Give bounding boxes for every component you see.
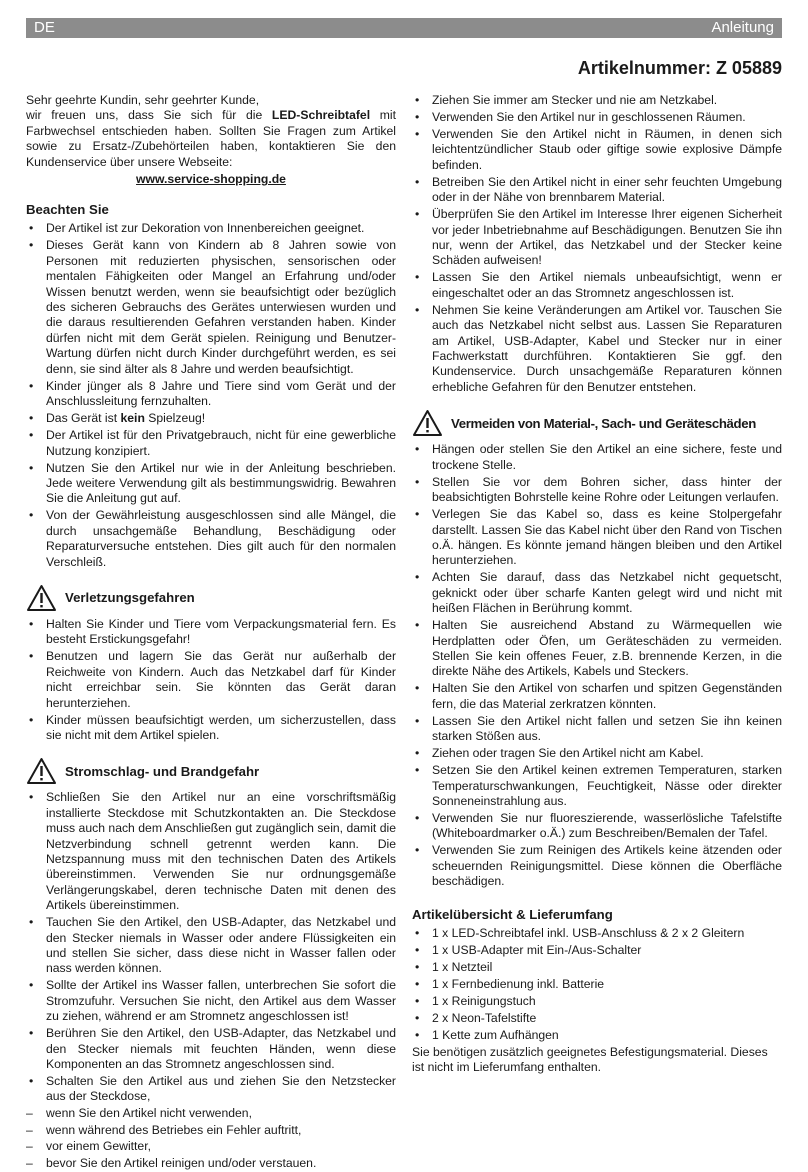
intro-text: Sehr geehrte Kundin, sehr geehrter Kunde, wir freuen uns, dass Sie sich für die LED-Schreibtafel mit Farbwechsel entschieden haben. Sollten Sie Fragen zum Artikel sowie zu Ersatz-/Zubehörteilen haben, kontaktieren Sie den Kundenservice über unsere Webseite: <box>26 93 396 169</box>
list-item: • Hängen oder stellen Sie den Artikel an eine sichere, feste und trockene Stelle. <box>412 442 782 473</box>
list-item: • Betreiben Sie den Artikel nicht in einer sehr feuchten Umgebung oder in der Nähe von brennbarem Material. <box>412 175 782 206</box>
doc-type-label: Anleitung <box>711 19 774 36</box>
section-title-material: Vermeiden von Material-, Sach- und Geräteschäden <box>451 415 756 431</box>
list-item: • Halten Sie den Artikel von scharfen und spitzen Gegenständen fern, die das Material zerkratzen könnten. <box>412 681 782 712</box>
list-item: • Halten Sie Kinder und Tiere vom Verpackungsmaterial fern. Es besteht Erstickungsgefahr! <box>26 617 396 648</box>
list-item: • Verlegen Sie das Kabel so, dass es keine Stolpergefahr darstellt. Lassen Sie das Kabel nicht über den Rand von Tischen o.Ä. hängen. Es könnte jemand hängen bleiben und den Artikel herunterziehen. <box>412 507 782 569</box>
sub-list-item: – vor einem Gewitter, <box>26 1139 396 1154</box>
list-item: • Stellen Sie vor dem Bohren sicher, dass hinter der beabsichtigten Bohrstelle keine Rohre oder Leitungen verlaufen. <box>412 475 782 506</box>
list-item: • Kinder jünger als 8 Jahre und Tiere sind vom Gerät und der Anschlussleitung fernzuhalten. <box>26 379 396 410</box>
list-item: • Dieses Gerät kann von Kindern ab 8 Jahren sowie von Personen mit reduzierten physischen, sensorischen oder mentalen Fähigkeiten oder Mangel an Erfahrung und/oder Wissen benutzt werden, wenn sie beaufsichtigt oder bezüglich des sicheren Gebrauchs des Gerätes unterwiesen wurden und die daraus resultierenden Gefahren verstanden haben. Kinder dürfen nicht mit dem Gerät spielen. Reinigung und Benutzer-Wartung dürfen nicht durch Kinder durchgeführt werden, es sei denn, sie sind älter als 8 Jahre und werden beaufsichtigt. <box>26 238 396 377</box>
list-item: • Lassen Sie den Artikel niemals unbeaufsichtigt, wenn er eingeschaltet oder an das Stromnetz angeschlossen ist. <box>412 270 782 301</box>
lieferumfang-list <box>412 926 782 1043</box>
scope-item: • 1 x Netzteil <box>412 960 782 975</box>
list-item: • Schalten Sie den Artikel aus und ziehen Sie den Netzstecker aus der Steckdose, <box>26 1074 396 1105</box>
list-item: • Achten Sie darauf, dass das Netzkabel nicht gequetscht, geknickt oder über scharfe Kanten gelegt wird und nicht mit heißen Flächen in Berührung kommt. <box>412 570 782 616</box>
section-header-verletzung <box>26 584 396 612</box>
scope-item: • 1 x Fernbedienung inkl. Batterie <box>412 977 782 992</box>
safety-list-continued <box>412 93 782 395</box>
section-title-beachten: Beachten Sie <box>26 202 109 218</box>
product-name: LED-Schreibtafel <box>271 108 371 123</box>
page-title: Artikelnummer: Z 05889 <box>577 58 782 78</box>
list-item: • Überprüfen Sie den Artikel im Interesse Ihrer eigenen Sicherheit vor jeder Inbetriebnahme auf Beschädigungen. Benutzen Sie ihn nur, wenn der Artikel, das Netzkabel und der Stecker keine Schäden aufweisen! <box>412 207 782 269</box>
list-item: • Sollte der Artikel ins Wasser fallen, unterbrechen Sie sofort die Stromzufuhr. Versuchen Sie nicht, den Artikel aus dem Wasser zu ziehen, während er am Stromnetz angeschlossen ist! <box>26 978 396 1024</box>
scope-item: • 1 Kette zum Aufhängen <box>412 1028 782 1043</box>
list-item: • Halten Sie ausreichend Abstand zu Wärmequellen wie Herdplatten oder Öfen, um Geräteschäden zu vermeiden. Stellen Sie kein offenes Feuer, z.B. brennende Kerzen, in die direkte Nähe des Artikels, Kabels und Steckers. <box>412 618 782 680</box>
scope-item: • 1 x Reinigungstuch <box>412 994 782 1009</box>
list-item: • Lassen Sie den Artikel nicht fallen und setzen Sie ihn keinen starken Stößen aus. <box>412 714 782 745</box>
left-column <box>26 93 396 1172</box>
header-bar <box>26 18 782 38</box>
list-item: • Der Artikel ist für den Privatgebrauch, nicht für eine gewerbliche Nutzung konzipiert. <box>26 428 396 459</box>
greeting: Sehr geehrte Kundin, sehr geehrter Kunde, <box>26 93 260 107</box>
verletzung-list <box>26 617 396 743</box>
list-item: • Verwenden Sie den Artikel nicht in Räumen, in denen sich leichtentzündlicher Staub oder giftige sowie explosive Dämpfe befinden. <box>412 127 782 173</box>
beachten-list <box>26 221 396 570</box>
service-website-link[interactable]: www.service-shopping.de <box>136 172 286 187</box>
list-item: • Ziehen oder tragen Sie den Artikel nicht am Kabel. <box>412 746 782 761</box>
stromschlag-sublist <box>26 1106 396 1171</box>
list-item: • Verwenden Sie den Artikel nur in geschlossenen Räumen. <box>412 110 782 125</box>
section-header-stromschlag <box>26 757 396 785</box>
section-title-verletzung: Verletzungsgefahren <box>65 590 195 606</box>
list-item: • Nutzen Sie den Artikel nur wie in der Anleitung beschrieben. Jede weitere Verwendung gilt als bestimmungswidrig. Bewahren Sie die Anleitung gut auf. <box>26 461 396 507</box>
sub-list-item: – wenn Sie den Artikel nicht verwenden, <box>26 1106 396 1121</box>
section-title-stromschlag: Stromschlag- und Brandgefahr <box>65 763 260 779</box>
list-item: • Kinder müssen beaufsichtigt werden, um sicherzustellen, dass sie nicht mit dem Artikel spielen. <box>26 713 396 744</box>
list-item: • Das Gerät ist kein Spielzeug! <box>26 411 396 426</box>
material-list <box>412 442 782 889</box>
sub-list-item: – wenn während des Betriebes ein Fehler auftritt, <box>26 1123 396 1138</box>
stromschlag-list <box>26 790 396 1105</box>
warning-triangle-icon <box>26 757 57 785</box>
scope-item: • 1 x USB-Adapter mit Ein-/Aus-Schalter <box>412 943 782 958</box>
language-label: DE <box>34 19 55 36</box>
list-item: • Verwenden Sie nur fluoreszierende, wasserlösliche Tafelstifte (Whiteboardmarker o.Ä.) zum Beschreiben/Bemalen der Tafel. <box>412 811 782 842</box>
scope-item: • 1 x LED-Schreibtafel inkl. USB-Anschluss & 2 x 2 Gleitern <box>412 926 782 941</box>
list-item: • Der Artikel ist zur Dekoration von Innenbereichen geeignet. <box>26 221 396 236</box>
mounting-note: Sie benötigen zusätzlich geeignetes Befestigungsmaterial. Dieses ist nicht im Lieferumfang enthalten. <box>412 1044 768 1074</box>
list-item: • Schließen Sie den Artikel nur an eine vorschriftsmäßig installierte Steckdose mit Schutzkontakten an. Die Steckdose muss auch nach dem Anschließen gut zugänglich sein, damit die Netzverbindung schnell getrennt werden kann. Die Netzspannung muss mit den technischen Daten des Artikels übereinstimmen. Verwenden Sie nur ordnungsgemäße Verlängerungskabel, deren technische Daten mit denen des Artikels übereinstimmen. <box>26 790 396 913</box>
list-item: • Berühren Sie den Artikel, den USB-Adapter, das Netzkabel und den Stecker niemals mit feuchten Händen, wenn diese Komponenten an das Stromnetz angeschlossen sind. <box>26 1026 396 1072</box>
section-header-material <box>412 409 782 437</box>
list-item: • Ziehen Sie immer am Stecker und nie am Netzkabel. <box>412 93 782 108</box>
warning-triangle-icon <box>412 409 443 437</box>
list-item: • Nehmen Sie keine Veränderungen am Artikel vor. Tauschen Sie auch das Netzkabel nicht selbst aus. Lassen Sie Reparaturen am Artikel, USB-Adapter, Kabel und Stecker nur in einer Fachwerkstatt durchführen. Kontaktieren Sie ggf. den Kundenservice. Durch unsachgemäße Reparaturen können erhebliche Gefahren für den Benutzer entstehen. <box>412 303 782 395</box>
right-column <box>412 93 782 1075</box>
sub-list-item: – bevor Sie den Artikel reinigen und/oder verstauen. <box>26 1156 396 1171</box>
list-item: • Tauchen Sie den Artikel, den USB-Adapter, das Netzkabel und den Stecker niemals in Wasser oder andere Flüssigkeiten ein und stellen Sie sicher, dass diese nicht in Wasser fallen oder nass werden können. <box>26 915 396 977</box>
section-title-lieferumfang: Artikelübersicht & Lieferumfang <box>412 906 613 922</box>
scope-item: • 2 x Neon-Tafelstifte <box>412 1011 782 1026</box>
list-item: • Benutzen und lagern Sie das Gerät nur außerhalb der Reichweite von Kindern. Auch das Netzkabel darf für Kinder nicht erreichbar sein. Sie könnten das Gerät daran herunterziehen. <box>26 649 396 711</box>
list-item: • Verwenden Sie zum Reinigen des Artikels keine ätzenden oder scheuernden Reinigungsmittel. Diese können die Oberfläche beschädigen. <box>412 843 782 889</box>
warning-triangle-icon <box>26 584 57 612</box>
list-item: • Setzen Sie den Artikel keinen extremen Temperaturen, starken Temperaturschwankungen, Feuchtigkeit, Nässe oder direkter Sonneneinstrahlung aus. <box>412 763 782 809</box>
list-item: • Von der Gewährleistung ausgeschlossen sind alle Mängel, die durch unsachgemäße Behandlung, Beschädigung oder Reparaturversuche entstehen. Dies gilt auch für den normalen Verschleiß. <box>26 508 396 570</box>
